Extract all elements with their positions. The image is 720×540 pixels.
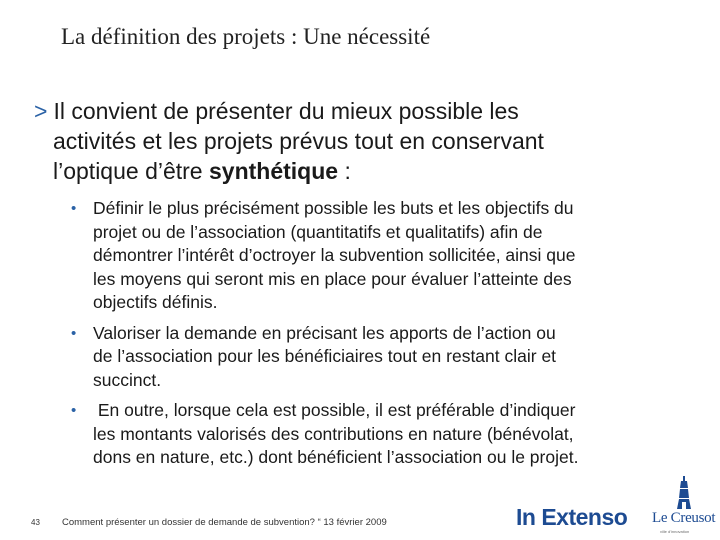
bullet-line: démontrer l’intérêt d’octroyer la subvention sollicitée, ainsi que <box>93 245 576 265</box>
lead-keyword: synthétique <box>209 158 339 184</box>
in-extenso-logo: In Extenso <box>516 504 628 530</box>
footer-text: Comment présenter un dossier de demande de subvention? “ 13 février 2009 <box>62 517 387 528</box>
bullet-line: objectifs définis. <box>93 292 218 312</box>
bullet-line: dons en nature, etc.) dont bénéficient l’association ou le projet. <box>93 447 579 467</box>
tower-icon <box>676 476 692 510</box>
bullet-dot-icon: • <box>71 324 77 342</box>
lead-line-2: activités et les projets prévus tout en conservant <box>53 128 544 154</box>
bullet-item-value <box>71 322 709 393</box>
slide-title: La définition des projets : Une nécessité <box>61 24 431 49</box>
bullet-line: succinct. <box>93 369 162 390</box>
bullet-item-objectives <box>71 197 709 315</box>
le-creusot-subtitle: ville d'innovation <box>660 529 690 534</box>
bullet-line: En outre, lorsque cela est possible, il est préférable d’indiquer <box>93 400 576 420</box>
lead-line-3-end: : <box>338 158 351 184</box>
bullet-dot-icon: • <box>71 200 77 217</box>
bullet-line: Définir le plus précisément possible les buts et les objectifs du <box>93 198 574 218</box>
page-number: 43 <box>31 518 40 527</box>
lead-paragraph <box>34 96 674 186</box>
bullet-line: les moyens qui seront mis en place pour évaluer l’atteinte des <box>93 268 572 289</box>
lead-line-1: Il convient de présenter du mieux possible les <box>53 98 519 124</box>
bullet-dot-icon: • <box>71 402 77 419</box>
bullet-line: de l’association pour les bénéficiaires tout en restant clair et <box>93 346 557 366</box>
bullet-list <box>71 197 709 477</box>
le-creusot-logo <box>650 476 716 536</box>
lead-marker: > <box>34 98 48 124</box>
le-creusot-wordmark: Le Creusot <box>652 510 716 526</box>
bullet-line: projet ou de l’association (quantitatifs et qualitatifs) afin de <box>93 221 543 242</box>
lead-line-3-start: l’optique d’être <box>53 158 209 184</box>
bullet-item-contributions <box>71 399 709 470</box>
bullet-line: les montants valorisés des contributions en nature (bénévolat, <box>93 423 574 444</box>
bullet-line: Valoriser la demande en précisant les apports de l’action ou <box>93 322 556 343</box>
lead-line-3 <box>34 156 674 186</box>
